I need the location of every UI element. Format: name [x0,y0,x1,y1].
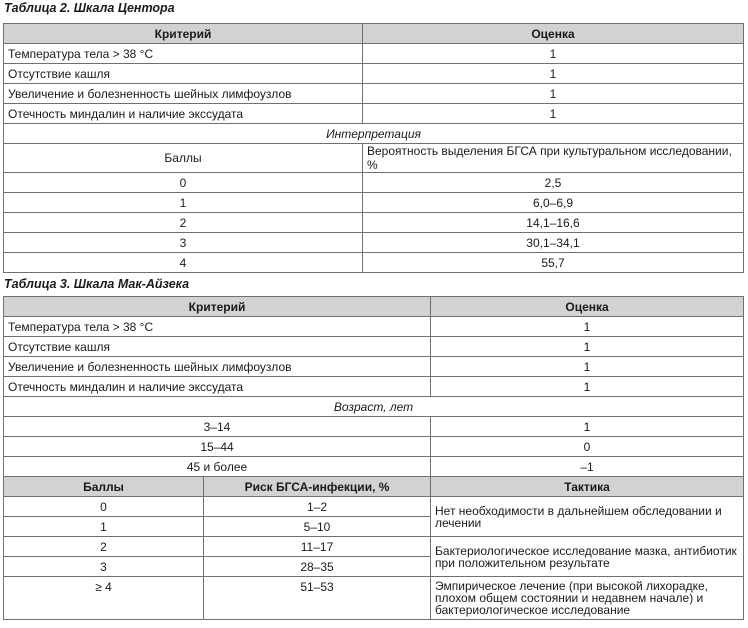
score-cell: 1 [431,357,744,377]
probability-cell: 6,0–6,9 [363,193,744,213]
age-range-cell: 3–14 [4,417,431,437]
score-cell: 1 [363,64,744,84]
score-cell: 1 [363,84,744,104]
table-row [4,213,744,233]
table-header-row [4,297,744,317]
table-row [4,337,744,357]
criterion-column-header: Критерий [4,297,431,317]
points-cell: 1 [4,517,204,537]
interpretation-header: Интерпретация [4,124,744,144]
age-range-cell: 45 и более [4,457,431,477]
tactics-cell: Нет необходимости в дальнейшем обследовании и лечении [431,497,744,537]
points-column-header: Баллы [4,477,204,497]
criterion-cell: Температура тела > 38 °C [4,44,363,64]
table-row [4,457,744,477]
score-cell: 1 [431,377,744,397]
table-row [4,233,744,253]
mcisaac-score-table [3,296,744,620]
risk-cell: 11–17 [204,537,431,557]
age-header-row [4,397,744,417]
score-cell: –1 [431,457,744,477]
score-cell: 1 [431,337,744,357]
score-cell: 1 [431,417,744,437]
criterion-cell: Отсутствие кашля [4,64,363,84]
table-header-row [4,477,744,497]
criterion-cell: Увеличение и болезненность шейных лимфоузлов [4,357,431,377]
risk-column-header: Риск БГСА-инфекции, % [204,477,431,497]
table-row [4,84,744,104]
table-row [4,173,744,193]
age-header: Возраст, лет [4,397,744,417]
criterion-cell: Отечность миндалин и наличие экссудата [4,104,363,124]
table-row [4,437,744,457]
table-row [4,357,744,377]
score-cell: 0 [431,437,744,457]
table-row [4,44,744,64]
interpretation-header-row [4,144,744,173]
points-cell: 4 [4,253,363,273]
table-row [4,537,744,557]
probability-cell: 30,1–34,1 [363,233,744,253]
age-range-cell: 15–44 [4,437,431,457]
risk-cell: 1–2 [204,497,431,517]
table-row [4,497,744,517]
table3-caption: Таблица 3. Шкала Мак-Айзека [4,277,190,291]
risk-cell: 51–53 [204,577,431,620]
interpretation-row [4,124,744,144]
criterion-cell: Температура тела > 38 °C [4,317,431,337]
criterion-column-header: Критерий [4,24,363,44]
criterion-cell: Отечность миндалин и наличие экссудата [4,377,431,397]
table2-caption: Таблица 2. Шкала Центора [4,1,175,15]
tactics-cell: Эмпирическое лечение (при высокой лихорадке, плохом общем состоянии и недавнем начале) и бактериологическое исследование [431,577,744,620]
table-row [4,253,744,273]
probability-cell: 14,1–16,6 [363,213,744,233]
points-cell: 1 [4,193,363,213]
score-cell: 1 [363,104,744,124]
risk-cell: 5–10 [204,517,431,537]
points-cell: ≥ 4 [4,577,204,620]
score-cell: 1 [363,44,744,64]
risk-cell: 28–35 [204,557,431,577]
table-row [4,577,744,620]
criterion-cell: Увеличение и болезненность шейных лимфоузлов [4,84,363,104]
centor-score-table [3,23,744,273]
table-row [4,317,744,337]
points-column-header: Баллы [4,144,363,173]
probability-cell: 2,5 [363,173,744,193]
table-row [4,377,744,397]
probability-column-header: Вероятность выделения БГСА при культуральном исследовании, % [363,144,744,173]
points-cell: 0 [4,173,363,193]
table-row [4,417,744,437]
table-row [4,193,744,213]
tactics-cell: Бактериологическое исследование мазка, антибиотик при положительном результате [431,537,744,577]
points-cell: 3 [4,557,204,577]
table-row [4,64,744,84]
score-column-header: Оценка [363,24,744,44]
criterion-cell: Отсутствие кашля [4,337,431,357]
score-column-header: Оценка [431,297,744,317]
points-cell: 0 [4,497,204,517]
probability-cell: 55,7 [363,253,744,273]
score-cell: 1 [431,317,744,337]
points-cell: 2 [4,213,363,233]
points-cell: 3 [4,233,363,253]
table-row [4,104,744,124]
table-header-row [4,24,744,44]
points-cell: 2 [4,537,204,557]
tactics-column-header: Тактика [431,477,744,497]
